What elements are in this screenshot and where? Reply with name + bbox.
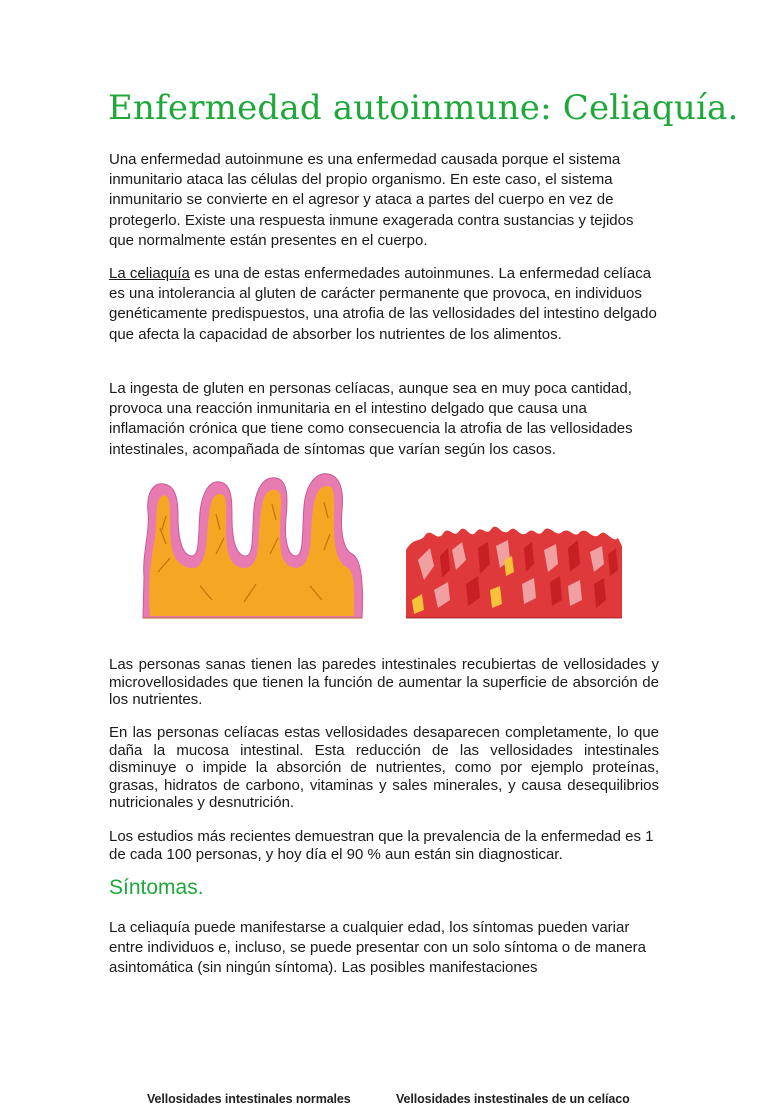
paragraph-autoimmune-definition: Una enfermedad autoinmune es una enfermedad causada porque el sistema inmunitario ataca las células del propio organismo. En este caso, el sistema inmunitario se convierte en el agresor y ataca a partes del cuerpo en vez de protegerlo. Existe una respuesta inmune exagerada contra sustancias y tejidos que normalmente están presentes en el cuerpo. (109, 151, 634, 249)
normal-villi-illustration (140, 468, 370, 623)
paragraph-gluten-reaction: La ingesta de gluten en personas celíacas, aunque sea en muy poca cantidad, provoca una reacción inmunitaria en el intestino delgado que causa una inflamación crónica que tiene como consecuencia la atrofia de las vellosidades intestinales, acompañada de síntomas que varían según los casos. (109, 380, 633, 458)
celiaquia-link[interactable]: La celiaquía (109, 265, 190, 282)
page-title: Enfermedad autoinmune: Celiaquía. (108, 88, 739, 128)
caption-normal-villi: Vellosidades intestinales normales (147, 1092, 351, 1106)
paragraph-celiac-text: es una de estas enfermedades autoinmunes. La enfermedad celíaca es una intolerancia al gluten de carácter permanente que provoca, en individuos genéticamente predispuestos, una atrofia de las vellosidades del intestino delgado que afecta la capacidad de absorber los nutrientes de los alimentos. (109, 265, 657, 343)
paragraph-healthy-villi: Las personas sanas tienen las paredes intestinales recubiertas de vellosidades y microvellosidades que tienen la función de aumentar la superficie de absorción de los nutrientes. (109, 656, 659, 709)
celiac-villi-illustration (404, 520, 626, 620)
section-heading-sintomas: Síntomas. (109, 876, 204, 899)
paragraph-celiac-villi-loss: En las personas celíacas estas vellosidades desaparecen completamente, lo que daña la mucosa intestinal. Esta reducción de las vellosidades intestinales disminuye o impide la absorción de nutrientes, como por ejemplo proteínas, grasas, hidratos de carbono, vitaminas y sales minerales, y causa desequilibrios nutricionales y desnutrición. (109, 724, 659, 812)
paragraph-prevalence: Los estudios más recientes demuestran que la prevalencia de la enfermedad es 1 de cada 100 personas, y hoy día el 90 % aun están sin diagnosticar. (109, 828, 654, 863)
paragraph-symptoms-intro: La celiaquía puede manifestarse a cualquier edad, los síntomas pueden variar entre individuos e, incluso, se puede presentar con un solo síntoma o de manera asintomática (sin ningún síntoma). Las posibles manifestaciones (109, 919, 646, 977)
paragraph-celiac-definition (109, 264, 659, 345)
caption-celiac-villi: Vellosidades instestinales de un celíaco (396, 1092, 630, 1106)
